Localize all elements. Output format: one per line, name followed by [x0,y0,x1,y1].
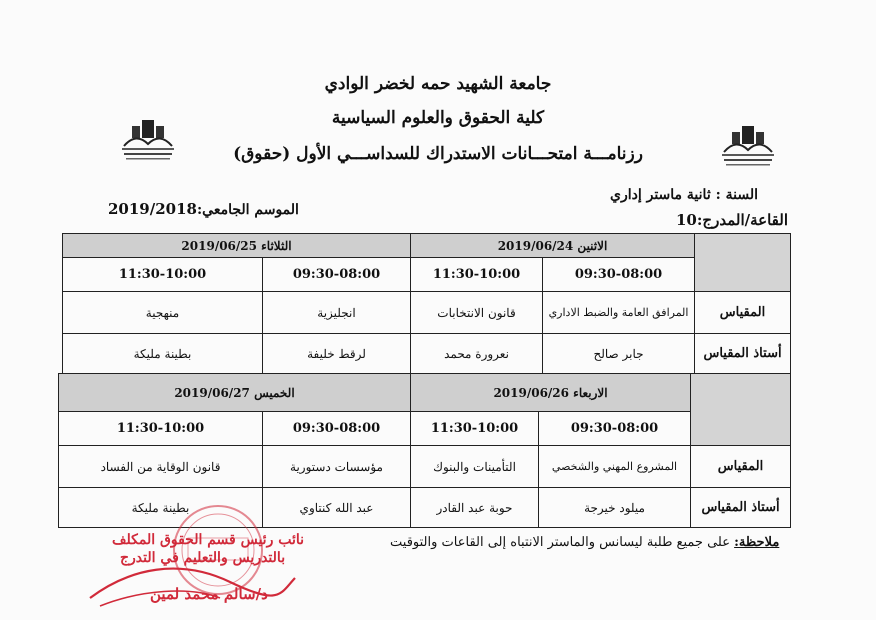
note [390,535,779,550]
year-level: السنة : ثانية ماستر إداري [610,187,759,203]
teacher-cell: عبد الله كنتاوي [263,488,411,528]
stamp-line-department: بالتدريس والتعليم في التدرج [120,550,286,566]
season-label: الموسم الجامعي: [196,202,299,218]
day-header: الاثنين 2019/06/24 [411,234,695,258]
time-slot: 09:30-08:00 [263,258,411,292]
subject-cell: المرافق العامة والضبط الاداري [543,292,695,334]
note-text: على جميع طلبة ليسانس والماستر الانتباه إلى القاعات والتوقيت [390,535,730,550]
subject-cell: قانون الانتخابات [411,292,543,334]
teacher-cell: بطينة مليكة [59,488,263,528]
note-label: ملاحظة: [734,535,780,550]
subject-cell: المشروع المهني والشخصي [539,446,691,488]
row-label-subject: المقياس [691,446,791,488]
hall-number: القاعة/المدرج:10 [676,211,788,229]
time-slot: 11:30-10:00 [411,412,539,446]
teacher-cell: ميلود خيرجة [539,488,691,528]
time-slot: 11:30-10:00 [59,412,263,446]
teacher-cell: جابر صالح [543,334,695,374]
table-corner [695,234,791,292]
teacher-cell: حوبة عبد القادر [411,488,539,528]
time-slot: 11:30-10:00 [411,258,543,292]
table-corner [691,374,791,446]
day-header: الخميس 2019/06/27 [59,374,411,412]
academic-season [108,200,299,218]
subject-cell: انجليزية [263,292,411,334]
subject-cell: منهجية [63,292,263,334]
time-slot: 09:30-08:00 [539,412,691,446]
season-value: 2019/2018 [108,200,197,218]
stamp-line-title: نائب رئيس قسم الحقوق المكلف [112,532,305,548]
schedule-table-week1 [62,233,791,374]
day-header: الاربعاء 2019/06/26 [411,374,691,412]
teacher-cell: لرقط خليفة [263,334,411,374]
time-slot: 09:30-08:00 [263,412,411,446]
day-header: الثلاثاء 2019/06/25 [63,234,411,258]
teacher-cell: نعرورة محمد [411,334,543,374]
time-slot: 11:30-10:00 [63,258,263,292]
stamp-signatory-name: د/سالم محمد لمين [150,585,268,603]
schedule-title: رزنامـــة امتحـــانات الاستدراك للسداســـي الأول (حقوق) [233,144,643,164]
teacher-cell: بطينة مليكة [63,334,263,374]
row-label-teacher: أستاذ المقياس [691,488,791,528]
time-slot: 09:30-08:00 [543,258,695,292]
university-name: جامعة الشهيد حمه لخضر الوادي [324,74,552,94]
row-label-teacher: أستاذ المقياس [695,334,791,374]
faculty-name: كلية الحقوق والعلوم السياسية [331,108,545,128]
subject-cell: مؤسسات دستورية [263,446,411,488]
row-label-subject: المقياس [695,292,791,334]
subject-cell: التأمينات والبنوك [411,446,539,488]
subject-cell: قانون الوقاية من الفساد [59,446,263,488]
